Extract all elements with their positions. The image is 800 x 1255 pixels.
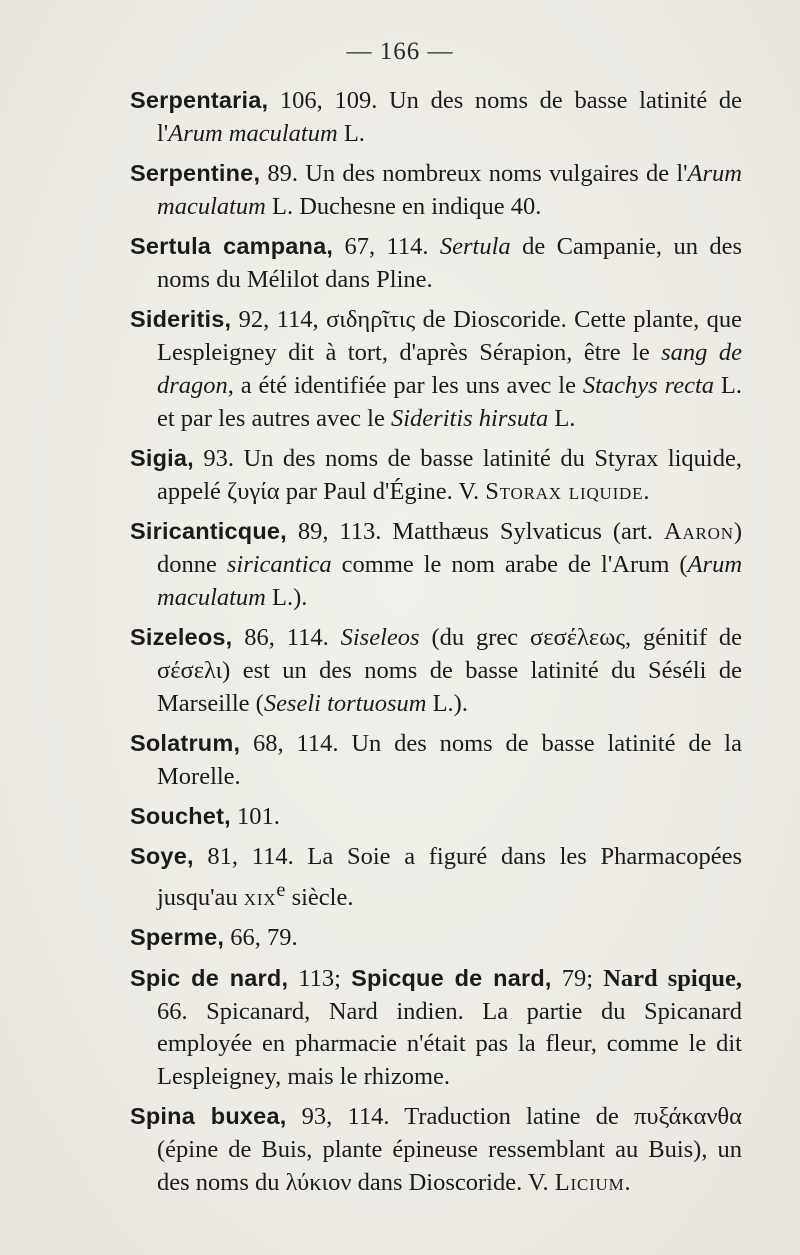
italic-text: Sideritis hirsuta bbox=[390, 404, 549, 432]
entry-serpentaria bbox=[130, 84, 742, 151]
entry-serpentine bbox=[130, 157, 742, 224]
entry-text: 66. Spicanard, Nard indien. La partie du Spicanard employée en pharmacie n'était pas la fleur, comme le dit Lespleigney, mais le rhizome. bbox=[157, 997, 742, 1091]
italic-text: Arum maculatum bbox=[168, 119, 338, 147]
italic-text: Seseli tortuosum bbox=[263, 689, 427, 717]
entry-text: 93. Un des noms de basse latinité du Styrax liquide, appelé ζυγία par Paul d'Égine. V. bbox=[157, 444, 742, 505]
entry-spina-buxea bbox=[130, 1100, 742, 1199]
entry-text: L. et par les autres avec le bbox=[157, 371, 743, 432]
headword: Souchet, bbox=[130, 802, 231, 829]
headword: Sigia, bbox=[130, 444, 194, 471]
superscript: e bbox=[276, 879, 286, 902]
entry-solatrum bbox=[130, 727, 742, 794]
entry-text: 93, 114. Traduction latine de πυξάκανθα (épine de Buis, plante épineuse ressemblant au Buis), un des noms du λύκιον dans Dioscoride. V. bbox=[157, 1103, 742, 1197]
entry-text: 79; bbox=[551, 964, 604, 992]
entry-text: 81, 114. La Soie a figuré dans les Pharmacopées jusqu'au bbox=[157, 843, 742, 912]
entry-sigia bbox=[130, 442, 742, 509]
small-caps-text: Storax liquide bbox=[485, 477, 644, 505]
small-caps-text: Aaron bbox=[663, 518, 734, 546]
glossary-entries bbox=[130, 84, 742, 1206]
italic-text: siricantica bbox=[226, 550, 332, 578]
entry-text: 101. bbox=[230, 802, 280, 830]
entry-text: 92, 114, σιδηρῖτις de Dioscoride. Cette plante, que Lespleigney dit à tort, d'après Sérapion, être le bbox=[157, 306, 742, 367]
page-number: — 166 — bbox=[346, 38, 454, 65]
headword: Spic de nard, bbox=[130, 964, 289, 991]
italic-text: Arum maculatum bbox=[157, 550, 743, 611]
headword-alt: Nard spique, bbox=[603, 964, 742, 992]
entry-text: (du grec σεσέλεως, génitif de σέσελι) est un des noms de basse latinité du Séséli de Marseille ( bbox=[157, 623, 742, 717]
italic-text: Arum maculatum bbox=[157, 160, 742, 220]
entry-spic-de-nard bbox=[130, 962, 742, 1094]
headword: Sertula campana, bbox=[130, 233, 334, 260]
entry-text: 66, 79. bbox=[224, 924, 298, 952]
entry-text: 113; bbox=[288, 964, 352, 992]
headword: Sperme, bbox=[130, 924, 225, 951]
entry-soye bbox=[130, 840, 742, 915]
italic-text: Stachys recta bbox=[582, 371, 715, 399]
entry-text: L. bbox=[337, 119, 365, 147]
entry-souchet bbox=[130, 800, 742, 834]
entry-text: 106, 109. Un des noms de basse latinité de l' bbox=[157, 87, 742, 147]
headword: Solatrum, bbox=[130, 729, 241, 756]
headword: Sizeleos, bbox=[130, 623, 233, 650]
entry-text: L. Duchesne en indique 40. bbox=[265, 192, 542, 220]
entry-sizeleos bbox=[130, 621, 742, 720]
small-caps-text: Licium bbox=[554, 1169, 625, 1197]
headword: Serpentaria, bbox=[130, 87, 269, 113]
entry-text: . bbox=[643, 477, 650, 505]
headword: Siricanticque, bbox=[130, 518, 287, 545]
headword: Sideritis, bbox=[130, 306, 232, 333]
entry-text: 67, 114. bbox=[333, 233, 440, 261]
italic-text: sang de dragon bbox=[157, 339, 742, 399]
entry-text: , a été identifiée par les uns avec le bbox=[227, 371, 583, 399]
headword: Spina buxea, bbox=[130, 1103, 287, 1130]
entry-text: L.). bbox=[426, 689, 468, 717]
entry-siricanticque bbox=[130, 515, 742, 614]
entry-text: L.). bbox=[265, 583, 308, 611]
entry-text: de Campanie, un des noms du Mélilot dans Pline. bbox=[157, 233, 743, 293]
entry-text: ) donne bbox=[157, 518, 742, 578]
entry-text: . bbox=[624, 1169, 631, 1197]
entry-sideritis bbox=[130, 303, 742, 435]
italic-text: Sertula bbox=[439, 233, 511, 261]
small-caps-text: xix bbox=[243, 884, 277, 912]
entry-sertula-campana bbox=[130, 230, 742, 297]
entry-text: 89, 113. Matthæus Sylvaticus (art. bbox=[286, 518, 664, 546]
entry-sperme bbox=[130, 921, 742, 955]
entry-text: L. bbox=[548, 404, 576, 432]
italic-text: Siseleos bbox=[340, 623, 420, 651]
entry-text: comme le nom arabe de l'Arum ( bbox=[331, 550, 688, 578]
headword: Spicque de nard, bbox=[351, 964, 552, 991]
headword: Serpentine, bbox=[130, 160, 261, 187]
entry-text: siècle. bbox=[285, 884, 354, 912]
entry-text: 68, 114. Un des noms de basse latinité de la Morelle. bbox=[157, 729, 742, 790]
headword: Soye, bbox=[130, 843, 194, 870]
entry-text: 86, 114. bbox=[232, 623, 341, 651]
entry-text: 89. Un des nombreux noms vulgaires de l' bbox=[260, 160, 688, 188]
